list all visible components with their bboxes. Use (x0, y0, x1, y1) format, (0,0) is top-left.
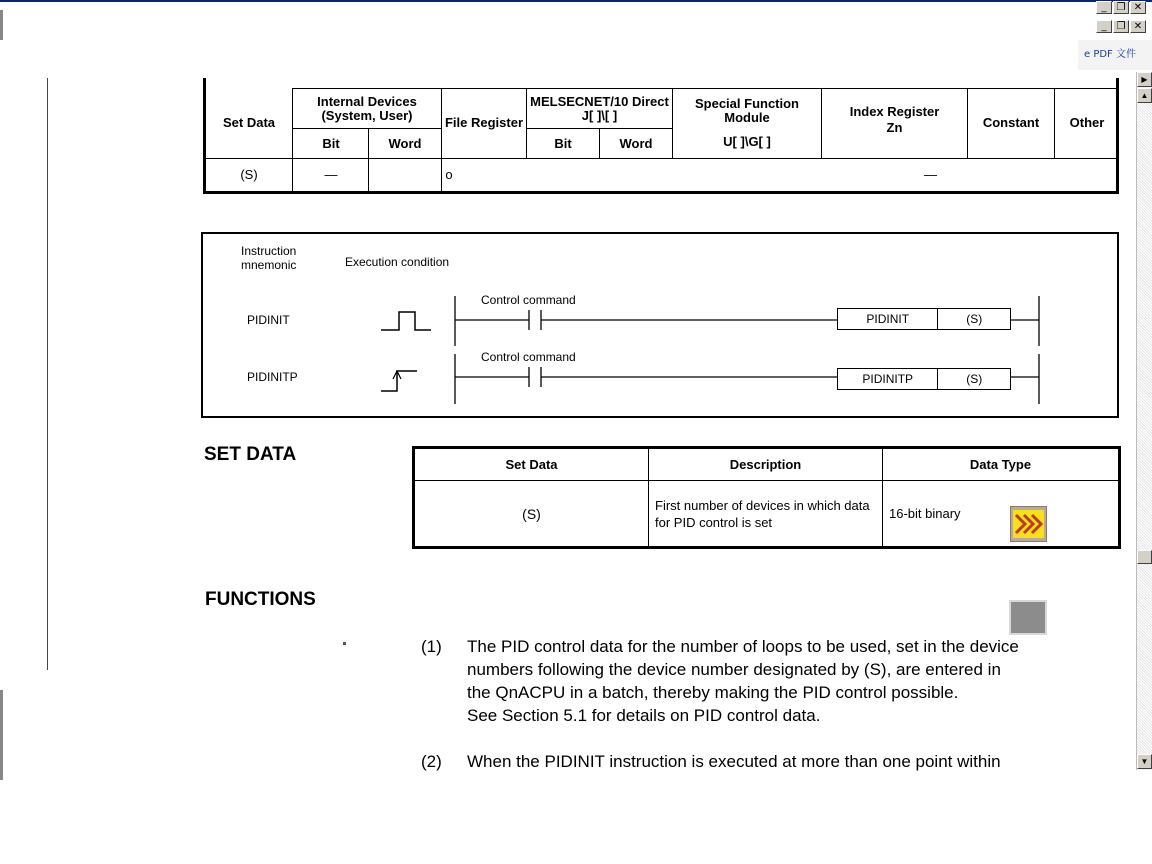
instruction-name: PIDINITP (838, 369, 938, 389)
header-description: Description (729, 456, 802, 472)
window-controls (1096, 1, 1150, 15)
edge-marker (0, 10, 3, 40)
pidinitp-mnemonic: PIDINITP (247, 370, 298, 384)
item-1-line: The PID control data for the number of loops to be used, set in the device (467, 637, 1019, 656)
ladder-diagram (201, 232, 1119, 418)
pidinit-mnemonic: PIDINIT (247, 313, 290, 327)
item-2-clip (0, 752, 1136, 772)
row-data-type: 16-bit binary (889, 505, 961, 521)
page-left-border (47, 78, 48, 670)
header-zn: Zn (886, 120, 903, 135)
header-melsecnet: MELSECNET/10 Direct J[ ]\[ ] (530, 94, 669, 123)
control-command-label: Control command (481, 293, 576, 307)
scroll-down-icon[interactable]: ▼ (1137, 754, 1152, 769)
header-set-data: Set Data (222, 115, 276, 130)
page-next-icon[interactable]: ▶ (1137, 72, 1152, 87)
row-word-value: o (445, 167, 453, 182)
header-data-type: Data Type (969, 456, 1032, 472)
header-file-register: File Register (444, 115, 524, 130)
header-bit-2: Bit (554, 136, 572, 151)
row-s-label: (S) (240, 167, 258, 182)
item-1-text (467, 635, 1127, 727)
header-word-2: Word (619, 136, 653, 151)
close-icon[interactable]: ✕ (1130, 20, 1146, 33)
item-1-number: (1) (421, 637, 442, 656)
set-data-heading: SET DATA (204, 444, 297, 465)
title-bar (0, 0, 1152, 2)
row-bit-value: — (324, 167, 338, 182)
instruction-operand: (S) (966, 312, 983, 326)
header-set-data: Set Data (505, 456, 558, 472)
row-description: First number of devices in which data for PID control is set (655, 498, 870, 530)
scroll-up-icon[interactable]: ▲ (1137, 88, 1152, 103)
instruction-mnemonic-label: Instruction mnemonic (241, 244, 297, 272)
pdf-label[interactable]: e PDF 文件 (1078, 40, 1152, 70)
minimize-icon[interactable]: _ (1096, 20, 1112, 33)
header-bit: Bit (322, 136, 340, 151)
gray-square-icon[interactable] (1009, 600, 1047, 635)
item-1-line: See Section 5.1 for details on PID control data. (467, 706, 821, 725)
stray-dot (343, 642, 346, 645)
restore-icon[interactable]: ❐ (1113, 1, 1129, 14)
header-special-sub: U[ ]\G[ ] (723, 134, 771, 149)
item-2-number: (2) (421, 752, 442, 771)
item-1-line: numbers following the device number designated by (S), are entered in (467, 660, 1001, 679)
header-internal-devices: Internal Devices (System, User) (317, 94, 417, 123)
execution-condition-label: Execution condition (345, 255, 450, 269)
item-2-text: When the PIDINIT instruction is executed at more than one point within (467, 752, 1001, 771)
scroll-thumb[interactable] (1137, 550, 1152, 564)
vertical-scrollbar[interactable] (1136, 72, 1152, 770)
header-other: Other (1069, 115, 1105, 130)
close-icon[interactable]: ✕ (1130, 1, 1146, 14)
document-window-controls (1096, 20, 1150, 34)
pidinitp-instruction-box (837, 368, 1011, 390)
minimize-icon[interactable]: _ (1096, 1, 1112, 14)
header-special-function: Special Function Module (694, 96, 799, 125)
header-index-register: Index Register (849, 104, 940, 119)
row-set-data: (S) (522, 505, 541, 522)
header-word: Word (388, 136, 422, 151)
restore-icon[interactable]: ❐ (1113, 20, 1129, 33)
control-command-label: Control command (481, 350, 576, 364)
instruction-name: PIDINIT (838, 309, 938, 329)
double-chevron-right-icon[interactable] (1010, 506, 1047, 542)
row-rest-value: — (924, 167, 937, 182)
functions-heading: FUNCTIONS (205, 589, 316, 610)
instruction-operand: (S) (966, 372, 983, 386)
usable-devices-table (203, 78, 1119, 194)
item-1-line: the QnACPU in a batch, thereby making the PID control possible. (467, 683, 959, 702)
chevron-right-icon (1013, 510, 1044, 538)
pidinit-instruction-box (837, 308, 1011, 330)
header-constant: Constant (982, 115, 1040, 130)
